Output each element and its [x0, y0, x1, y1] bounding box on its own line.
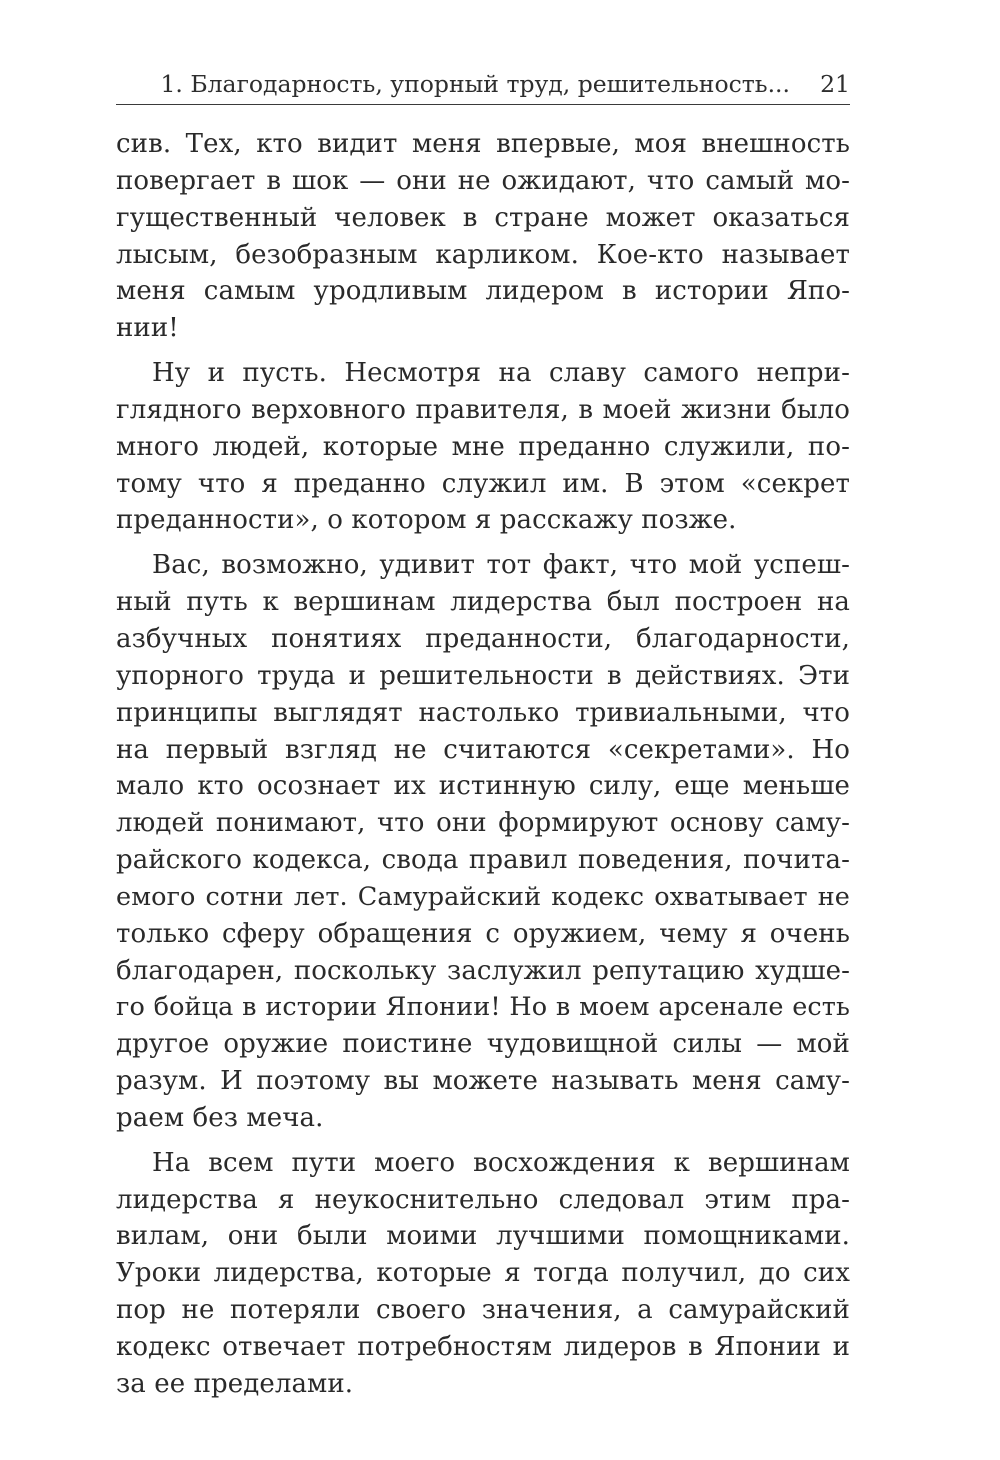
text-line: повергает в шок — они не ожидают, что самый мо- [116, 165, 850, 196]
text-line: Уроки лидерства, которые я тогда получил, до сих [116, 1258, 850, 1289]
text-line: лидерства я неукоснительно следовал этим пра- [116, 1184, 850, 1215]
text-line: На всем пути моего восхождения к вершинам [152, 1147, 850, 1178]
text-line: упорного труда и решительности в действиях. Эти [116, 660, 850, 691]
text-line: преданности», о котором я расскажу позже. [116, 505, 737, 536]
text-line: принципы выглядят настолько тривиальными, что [116, 697, 850, 728]
text-line: Ну и пусть. Несмотря на славу самого непри- [152, 358, 850, 389]
text-line: за ее пределами. [116, 1368, 354, 1399]
text-line: только сферу обращения с оружием, чему я очень [116, 918, 850, 949]
text-line: лысым, безобразным карликом. Кое-кто называет [116, 239, 850, 270]
text-line: благодарен, поскольку заслужил репутацию худше- [116, 955, 850, 986]
text-line: разум. И поэтому вы можете называть меня саму- [116, 1066, 850, 1097]
text-line: людей понимают, что они формируют основу саму- [116, 808, 850, 839]
text-line: гущественный человек в стране может оказаться [116, 202, 850, 233]
running-header-title: 1. Благодарность, упорный труд, решительность... [160, 70, 790, 98]
page-number: 21 [820, 70, 850, 98]
paragraph-2 [116, 355, 850, 539]
text-line: меня самым уродливым лидером в истории Япо- [116, 276, 850, 307]
text-line: го бойца в истории Японии! Но в моем арсенале есть [116, 992, 850, 1023]
text-line: нии! [116, 313, 179, 344]
running-header [116, 66, 850, 105]
body-text [116, 126, 850, 1403]
text-line: ный путь к вершинам лидерства был построен на [116, 587, 850, 618]
text-line: райского кодекса, свода правил поведения, почита- [116, 845, 850, 876]
text-line: глядного верховного правителя, в моей жизни было [116, 394, 850, 425]
text-line: много людей, которые мне преданно служили, по- [116, 431, 850, 462]
text-line: кодекс отвечает потребностям лидеров в Японии и [116, 1332, 850, 1362]
text-line: Вас, возможно, удивит тот факт, что мой успеш- [152, 550, 850, 581]
text-line: сив. Тех, кто видит меня впервые, моя внешность [116, 129, 850, 159]
paragraph-4 [116, 1145, 850, 1403]
text-line: пор не потеряли своего значения, а самурайский [116, 1295, 850, 1326]
text-line: вилам, они были моими лучшими помощниками. [116, 1221, 850, 1252]
text-line: емого сотни лет. Самурайский кодекс охватывает не [116, 881, 850, 912]
text-line: мало кто осознает их истинную силу, еще меньше [116, 771, 850, 802]
text-line: азбучных понятиях преданности, благодарности, [116, 623, 850, 654]
text-line: тому что я преданно служил им. В этом «секрет [116, 468, 850, 499]
text-line: другое оружие поистине чудовищной силы — мой [116, 1029, 850, 1060]
text-line: на первый взгляд не считаются «секретами». Но [116, 734, 850, 765]
paragraph-3 [116, 547, 850, 1137]
paragraph-1 [116, 126, 850, 347]
text-line: раем без меча. [116, 1102, 324, 1133]
